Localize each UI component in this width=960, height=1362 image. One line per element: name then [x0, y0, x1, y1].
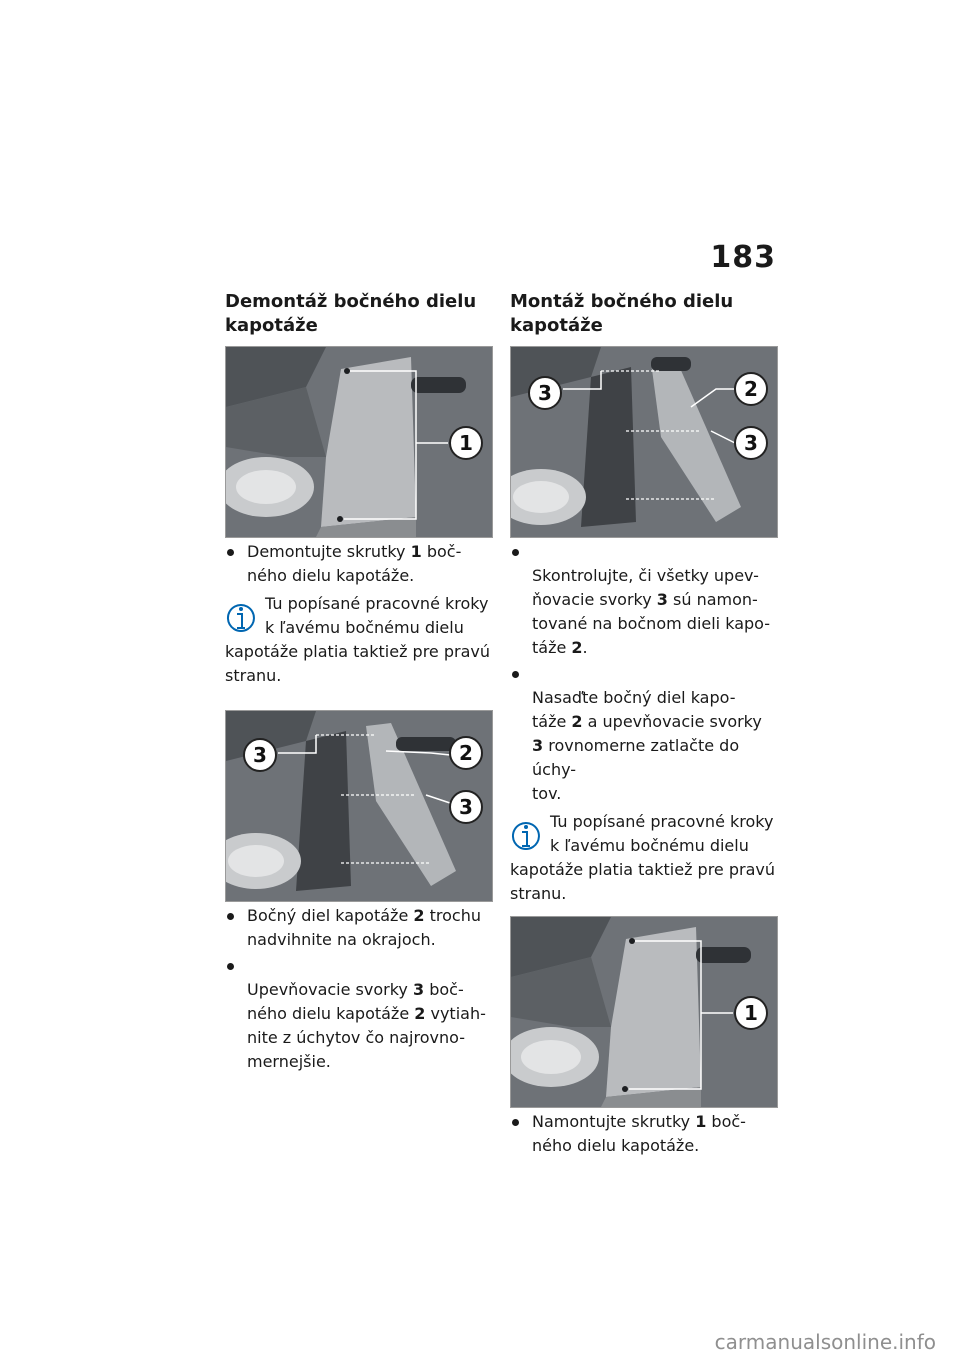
callout-3-top: 3 [253, 743, 267, 767]
figure-removal-screws [225, 346, 493, 538]
page-number: 183 [710, 240, 776, 275]
text: trochu nadvihnite na okrajoch. [247, 906, 481, 949]
text: Upevňovacie svorky [247, 980, 413, 999]
text: Skontrolujte, či všetky upev- ňovacie svorky [532, 566, 759, 609]
text: vytiah- nite z úchytov čo najrovno- mernejšie. [247, 1004, 486, 1071]
callout-3-right: 3 [744, 431, 758, 455]
callout-1: 1 [744, 1001, 758, 1025]
ref-number: 1 [410, 542, 422, 561]
info-icon [225, 594, 257, 634]
left-bullet-1 [225, 540, 493, 588]
left-bullet-2 [225, 904, 493, 952]
text: Namontujte skrutky [532, 1112, 696, 1131]
ref-number: 2 [571, 638, 583, 657]
text: Nasaďte bočný diel kapo- táže [532, 688, 736, 731]
right-heading: Montáž bočného dielu kapotáže [510, 291, 734, 336]
callout-3-right: 3 [459, 795, 473, 819]
ref-number: 3 [412, 980, 425, 999]
ref-number: 1 [695, 1112, 707, 1131]
text: boč- ného dielu kapotáže [247, 980, 464, 1023]
ref-number: 2 [414, 1004, 426, 1023]
note-text: Tu popísané pracovné kroky k ľavému bočnému dielu kapotáže platia taktiež pre pravú stranu. [225, 594, 491, 685]
figure-lift-panel [225, 710, 493, 902]
left-heading: Demontáž bočného dielu kapotáže [225, 291, 477, 336]
text: sú namon- tované na bočnom dieli kapo- táže [532, 590, 771, 657]
figure-clips-check [510, 346, 778, 538]
info-icon [510, 812, 542, 852]
left-column [225, 290, 493, 1074]
left-bullet-3 [225, 954, 493, 1074]
watermark: carmanualsonline.info [714, 1330, 936, 1354]
callout-2: 2 [744, 377, 758, 401]
text: boč- ného dielu kapotáže. [247, 542, 462, 585]
text: . [582, 638, 588, 657]
right-bullet-3 [510, 1110, 778, 1158]
left-note [225, 592, 493, 688]
callout-2: 2 [459, 741, 473, 765]
ref-number: 3 [532, 736, 544, 755]
text: rovnomerne zatlačte do úchy- tov. [532, 736, 740, 803]
right-bullet-2 [510, 662, 778, 806]
callout-3-top: 3 [538, 381, 552, 405]
ref-number: 2 [571, 712, 583, 731]
ref-number: 3 [656, 590, 668, 609]
text: Bočný diel kapotáže [247, 906, 414, 925]
callout-1: 1 [459, 431, 473, 455]
figure-install-screws [510, 916, 778, 1108]
right-note [510, 810, 778, 906]
right-column [510, 290, 778, 1158]
text: Demontujte skrutky [247, 542, 411, 561]
text: a upevňovacie svorky [582, 712, 762, 731]
ref-number: 2 [413, 906, 425, 925]
right-bullet-1 [510, 540, 778, 660]
text: boč- ného dielu kapotáže. [532, 1112, 746, 1155]
note-text: Tu popísané pracovné kroky k ľavému bočnému dielu kapotáže platia taktiež pre pravú stranu. [510, 812, 776, 903]
